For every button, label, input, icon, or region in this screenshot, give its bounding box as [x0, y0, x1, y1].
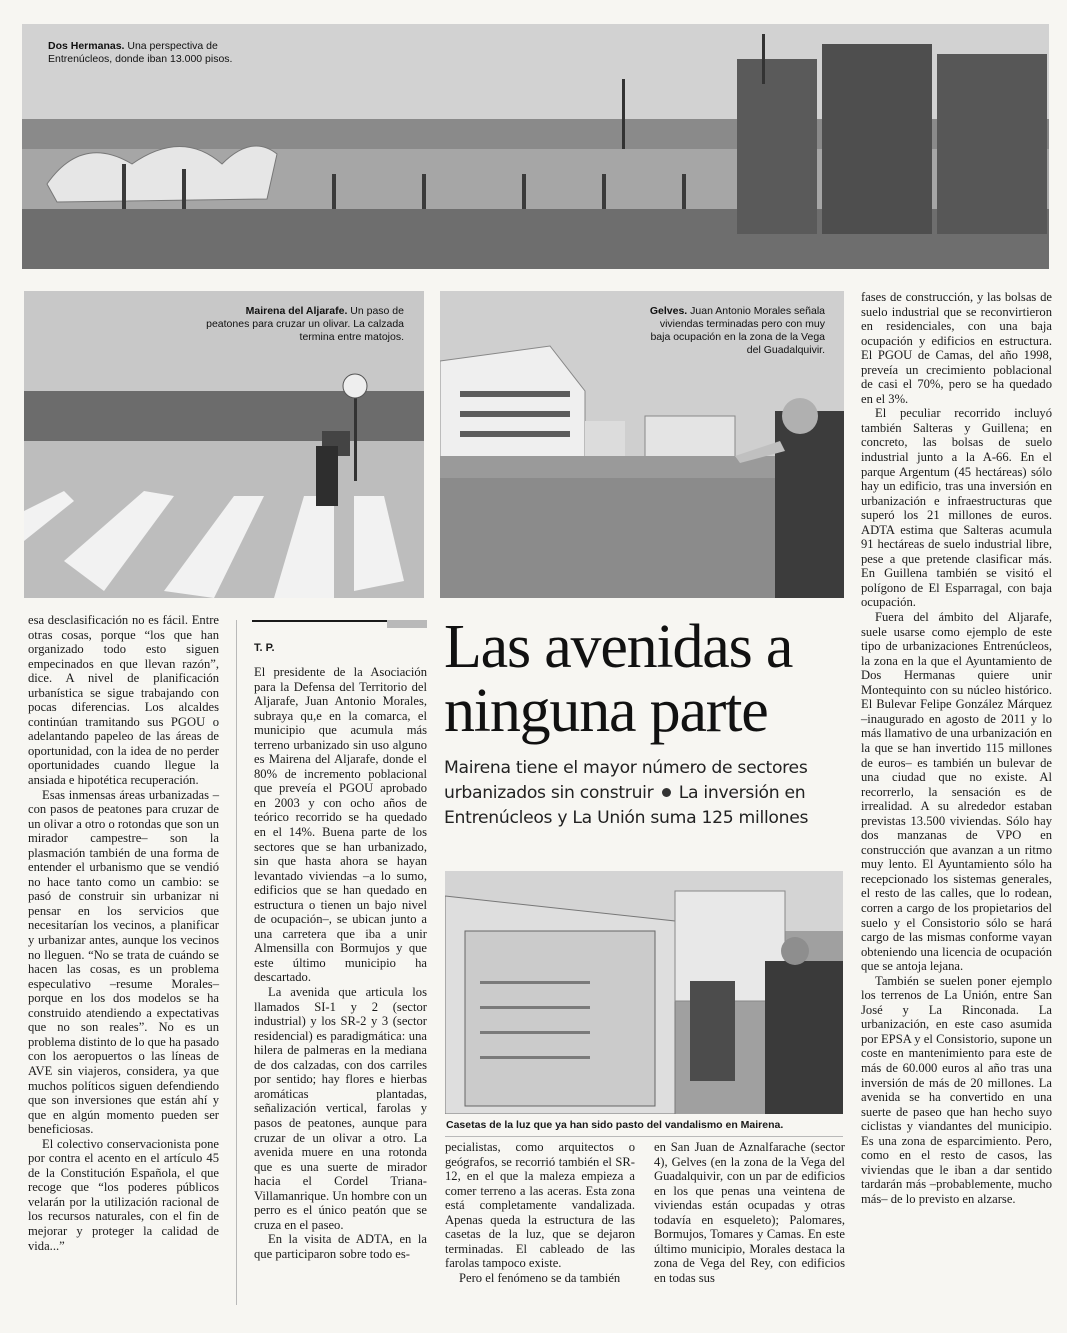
article-column-1	[28, 613, 219, 1253]
subheadline	[444, 756, 849, 831]
paragraph: en San Juan de Aznalfarache (sector 4), Gelves (en la zona de la Vega del Guadalquivir, con un par de edificios en los que penas una veintena de viviendas están ocupadas y otras todavía en esqueleto); Palomares, Bormujos, Tomares y Camas. En este último municipio, Morales destaca la zona de Vega del Rey, con edificios en todas sus	[654, 1140, 845, 1285]
paragraph: Esas inmensas áreas urbanizadas –con pasos de peatones para cruzar de un olivar a otro o rotondas que son un mirador campestre– son la plasmación también de una forma de entender el urbanismo que se vendió no hace tanto como un cambio: se pasó de construir sin urbanizar ni pensar en los servicios que necesitarían los vecinos, a planificar y urbanizar antes, aunque los vecinos no lleguen. “No se trata de cuándo se hacen las cosas, es un problema especulativo –resume Morales– porque en los dos modelos se ha construido atendiendo a expectativas que no son reales”. No es un problema distinto de lo que ha pasado con los aeropuertos o las líneas de AVE sin viajeros, considera, ya que muchos políticos siguen defendiendo que son inversiones que están ahí y que en algún momento pueden ser beneficiosas.	[28, 787, 219, 1137]
caption-casetas: Casetas de la luz que ya han sido pasto del vandalismo en Mairena.	[446, 1119, 784, 1131]
article-column-2	[254, 665, 427, 1261]
caption-rule	[445, 1136, 843, 1137]
paragraph: pecialistas, como arquitectos o geógrafos, se recorrió también el SR-12, en el que la maleza empieza a comer terreno a las aceras. Esta zona está completamente vandalizada. Apenas queda la estructura de las casetas de la luz, que se dejaron terminadas. El cableado de las farolas tampoco existe.	[445, 1140, 635, 1271]
paragraph: En la visita de ADTA, en la que participaron sobre todo es-	[254, 1232, 427, 1261]
article-column-3	[445, 1140, 635, 1285]
byline-rule-accent	[387, 620, 427, 628]
subheadline-part-2: La inversión en Entrenúcleos y La Unión suma 125 millones	[444, 783, 809, 828]
caption-place: Dos Hermanas.	[48, 40, 125, 52]
subheadline-part-1: Mairena tiene el mayor número de sectores urbanizados sin construir	[444, 758, 808, 803]
paragraph: La avenida que articula los llamados SI-1 y 2 (sector industrial) y los SR-2 y 3 (sector residencial) es paradigmática: una hilera de palmeras en la mediana de dos calzadas, con dos carriles por sentido; hay flores e hierbas aromáticas plantadas, señalización vertical, farolas y pasos de peatones, aunque para cruzar de un olivar a otro. La avenida muere en una rotonda que es una suerte de mirador hacia el Cordel Triana-Villamanrique. Un hombre con un perro es el único peatón que se cruza en el paseo.	[254, 985, 427, 1232]
caption-place: Mairena del Aljarafe.	[245, 305, 348, 317]
paragraph: Fuera del ámbito del Aljarafe, suele usarse como ejemplo de este tipo de urbanizaciones Entrenúcleos, la zona en la que el Ayuntamiento de Dos Hermanas quiere unir Montequinto con su núcleo histórico. El Bulevar Felipe González Márquez –inaugurado en agosto de 2011 y lo más llamativo de una urbanización en la que se han invertido 115 millones de euros– es también un bulevar de una ciudad que no existe. Al recorrerlo, la sensación es de irrealidad. A su alrededor estaban previstas 13.500 viviendas. Sólo hay dos manzanas de VPO en construcción que avanzan a un ritmo muy lento. El Ayuntamiento sólo ha recepcionado los sistemas generales, el resto de las calles, que lo rodean, corren a cargo de los propietarios del suelo y el Consistorio sólo se hará cargo de las mismas conforme vayan obteniendo una licencia de ocupación que se antoja lejana.	[861, 610, 1052, 974]
column-divider	[236, 620, 237, 1305]
headline-line-1: Las avenidas a	[444, 613, 793, 681]
headline-line-2: ninguna parte	[444, 677, 768, 745]
byline: T. P.	[254, 642, 275, 654]
caption-text: Juan Antonio Morales señala viviendas terminadas pero con muy baja ocupación en la zona de la Vega del Guadalquivir.	[650, 305, 825, 356]
paragraph: esa desclasificación no es fácil. Entre otras cosas, porque “los que han organizado todo esto siguen empecinados en que llevan razón”, dice. A nivel de planificación urbanística se sigue trabajando con pocas diferencias. Los alcaldes continúan tramitando sus PGOU o adelantando papeleo de las áreas de oportunidad, con la idea de no perder oportunidades cuando llegue la ansiada e hipotética recuperación.	[28, 613, 219, 788]
bullet-icon	[662, 788, 671, 797]
article-column-5	[861, 290, 1052, 1206]
caption-text: Un paso de peatones para cruzar un olivar. La calzada termina entre matojos.	[206, 305, 404, 343]
byline-rule	[252, 620, 387, 622]
paragraph: El presidente de la Asociación para la Defensa del Territorio del Aljarafe, Juan Antonio Morales, subraya qu,e en la comarca, el municipio que acumula más terreno urbanizado sin uso alguno es Mairena del Aljarafe, donde el 80% de incremento poblacional que preveía el PGOU aprobado en 2003 y con ocho años de teórico recorrido se ha quedado en el 14%. Buena parte de los sectores que se han urbanizado, sin que hasta ahora se hayan levantado viviendas –a lo sumo, edificios que se han quedado en estructura o tienen un bajo nivel de ocupación–, se ubican junto a una carretera que iba a unir Almensilla con Bormujos y que este último municipio ha descartado.	[254, 665, 427, 985]
paragraph: Pero el fenómeno se da también	[459, 1270, 621, 1285]
caption-dos-hermanas	[48, 40, 258, 66]
article-column-4	[654, 1140, 845, 1285]
paragraph: El peculiar recorrido incluyó también Salteras y Guillena; en concreto, las bolsas de suelo industrial junto a la A-66. En el parque Argentum (45 hectáreas) sólo hay un edificio, tras una inversión en urbanización e infraestructuras que superó los 21 millones de euros. ADTA estima que Salteras acumula 91 hectáreas de suelo industrial libre, pese a que pretende clasificar más. En Guillena también se visitó el polígono de El Esparragal, con baja ocupación.	[861, 406, 1052, 610]
caption-mairena	[204, 305, 404, 344]
caption-place: Gelves.	[649, 305, 688, 317]
paragraph: También se suelen poner ejemplo los terrenos de La Unión, entre San José y La Rinconada. La urbanización, en este caso asumida por EPSA y el Consistorio, supone un coste en mantenimiento para este de más de 60.000 euros al año tras una inversión de más de 20 millones. La avenida se ha convertido en una suerte de paseo que han hecho suyo ciclistas y viandantes del municipio. Es una zona de esparcimiento. Pero, como en el resto de casos, las viviendas que le iban a dar sentido tardarán más –probablemente, mucho más– de lo previsto en alzarse.	[861, 973, 1052, 1206]
photo-casetas-image	[445, 871, 843, 1114]
headline	[444, 615, 844, 743]
photo-casetas	[445, 871, 843, 1114]
caption-gelves	[640, 305, 825, 357]
paragraph: fases de construcción, y las bolsas de suelo industrial que se reconvirtieron en residenciales, con una baja ocupación y edificios en estructura. El PGOU de Camas, del año 1998, preveía un crecimiento poblacional de casi el 70%, pero se ha quedado en el 3%.	[861, 290, 1052, 406]
caption-text: Una perspectiva de Entrenúcleos, donde iban 13.000 pisos.	[48, 40, 233, 65]
paragraph: El colectivo conservacionista pone por contra el acento en el artículo 45 de la Constitución Española, el que recoge que “los poderes públicos velarán por la utilización racional de los recursos naturales, con el fin de mejorar y proteger la calidad de vida...”	[28, 1136, 219, 1253]
